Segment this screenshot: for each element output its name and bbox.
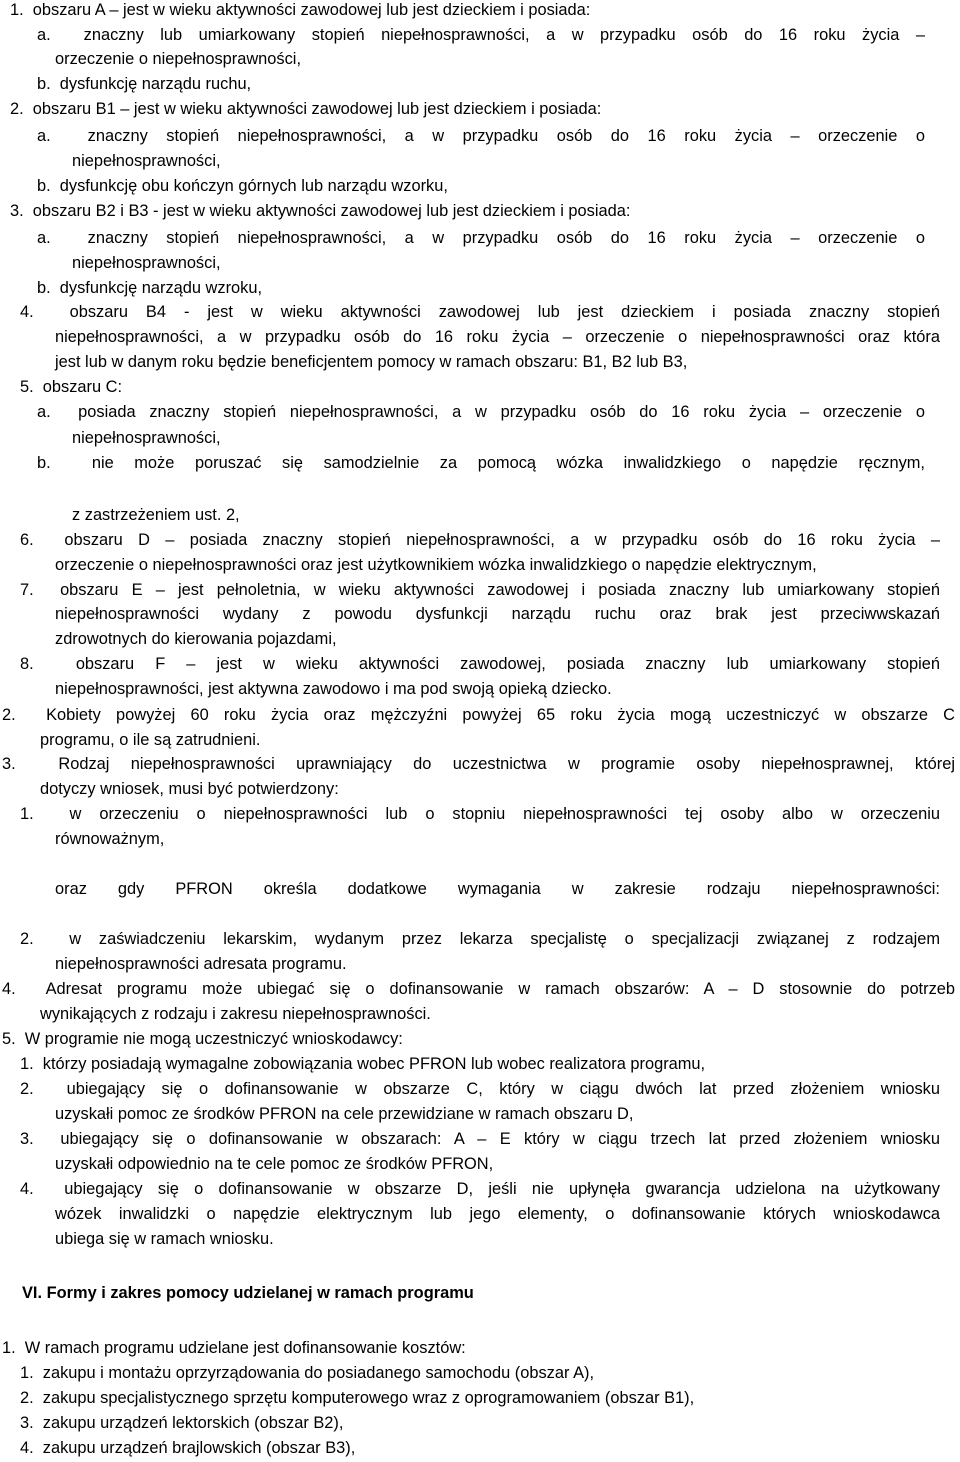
text-line: wózek inwalidzki o napędzie elektrycznym lub jego elementy, o dofinansowanie których wnioskodawca	[55, 1205, 940, 1223]
text-line: 2. ubiegający się o dofinansowanie w obszarze C, który w ciągu dwóch lat przed złożeniem wniosku	[20, 1080, 940, 1098]
text-line: 4. Adresat programu może ubiegać się o dofinansowanie w ramach obszarów: A – D stosownie do potrzeb	[2, 980, 955, 998]
text-line: a. znaczny stopień niepełnosprawności, a w przypadku osób do 16 roku życia – orzeczenie o	[37, 127, 925, 145]
text-line: orzeczenie o niepełnosprawności oraz jest użytkownikiem wózka inwalidzkiego o napędzie elektrycznym,	[55, 556, 817, 574]
text-line: 2. obszaru B1 – jest w wieku aktywności zawodowej lub jest dzieckiem i posiada:	[10, 100, 602, 118]
text-line: b. nie może poruszać się samodzielnie za pomocą wózka inwalidzkiego o napędzie ręcznym,	[37, 454, 925, 472]
text-line: 3. zakupu urządzeń lektorskich (obszar B2),	[20, 1414, 344, 1432]
text-line: oraz gdy PFRON określa dodatkowe wymagania w zakresie rodzaju niepełnosprawności:	[55, 880, 940, 898]
text-line: niepełnosprawności adresata programu.	[55, 955, 347, 973]
text-line: b. dysfunkcję narządu ruchu,	[37, 75, 252, 93]
text-line: a. posiada znaczny stopień niepełnosprawności, a w przypadku osób do 16 roku życia – orzeczenie o	[37, 403, 925, 421]
text-line: programu, o ile są zatrudnieni.	[40, 731, 261, 749]
text-line: b. dysfunkcję obu kończyn górnych lub narządu wzorku,	[37, 177, 448, 195]
text-line: 1. zakupu i montażu oprzyrządowania do posiadanego samochodu (obszar A),	[20, 1364, 595, 1382]
text-line: 6. obszaru D – posiada znaczny stopień niepełnosprawności, a w przypadku osób do 16 roku życia –	[20, 531, 940, 549]
text-line: 7. obszaru E – jest pełnoletnia, w wieku aktywności zawodowej i posiada znaczny lub umiarkowany stopień	[20, 581, 940, 599]
text-line: 3. ubiegający się o dofinansowanie w obszarach: A – E który w ciągu trzech lat przed złożeniem wniosku	[20, 1130, 940, 1148]
text-line: 1. w orzeczeniu o niepełnosprawności lub o stopniu niepełnosprawności tej osoby albo w orzeczeniu	[20, 805, 940, 823]
section-heading: VI. Formy i zakres pomocy udzielanej w ramach programu	[22, 1284, 474, 1302]
text-line: 2. w zaświadczeniu lekarskim, wydanym przez lekarza specjalistę o specjalizacji związanej z rodzajem	[20, 930, 940, 948]
text-line: niepełnosprawności, a w przypadku osób do 16 roku życia – orzeczenie o niepełnosprawności oraz która	[55, 328, 940, 346]
text-line: 3. obszaru B2 i B3 - jest w wieku aktywności zawodowej lub jest dzieckiem i posiada:	[10, 202, 631, 220]
text-line: ubiega się w ramach wniosku.	[55, 1230, 274, 1248]
text-line: 4. obszaru B4 - jest w wieku aktywności zawodowej lub jest dzieckiem i posiada znaczny stopień	[20, 303, 940, 321]
text-line: 2. Kobiety powyżej 60 roku życia oraz mężczyźni powyżej 65 roku życia mogą uczestniczyć w obszarze C	[2, 706, 955, 724]
text-line: 1. W ramach programu udzielane jest dofinansowanie kosztów:	[2, 1339, 466, 1357]
text-line: z zastrzeżeniem ust. 2,	[72, 506, 240, 524]
text-line: 5. W programie nie mogą uczestniczyć wnioskodawcy:	[2, 1030, 403, 1048]
text-line: zdrowotnych do kierowania pojazdami,	[55, 630, 337, 648]
text-line: niepełnosprawności,	[72, 254, 221, 272]
text-line: uzyskałi odpowiednio na te cele pomoc ze środków PFRON,	[55, 1155, 494, 1173]
text-line: 4. zakupu urządzeń brajlowskich (obszar B3),	[20, 1439, 356, 1457]
text-line: niepełnosprawności,	[72, 152, 221, 170]
text-line: dotyczy wniosek, musi być potwierdzony:	[40, 780, 339, 798]
text-line: 1. obszaru A – jest w wieku aktywności zawodowej lub jest dzieckiem i posiada:	[10, 1, 591, 19]
text-line: niepełnosprawności,	[72, 429, 221, 447]
text-line: niepełnosprawności wydany z powodu dysfunkcji narządu ruchu oraz brak jest przeciwwskazań	[55, 605, 940, 623]
text-line: uzyskałi pomoc ze środków PFRON na cele przewidziane w ramach obszaru D,	[55, 1105, 634, 1123]
text-line: a. znaczny stopień niepełnosprawności, a w przypadku osób do 16 roku życia – orzeczenie o	[37, 229, 925, 247]
text-line: wynikających z rodzaju i zakresu niepełnosprawności.	[40, 1005, 431, 1023]
text-line: jest lub w danym roku będzie beneficjentem pomocy w ramach obszaru: B1, B2 lub B3,	[55, 353, 688, 371]
text-line: orzeczenie o niepełnosprawności,	[55, 50, 302, 68]
text-line: a. znaczny lub umiarkowany stopień niepełnosprawności, a w przypadku osób do 16 roku życia –	[37, 26, 925, 44]
text-line: równoważnym,	[55, 830, 165, 848]
text-line: niepełnosprawności, jest aktywna zawodowo i ma pod swoją opieką dziecko.	[55, 680, 612, 698]
text-line: 2. zakupu specjalistycznego sprzętu komputerowego wraz z oprogramowaniem (obszar B1),	[20, 1389, 695, 1407]
text-line: 5. obszaru C:	[20, 378, 123, 396]
text-line: b. dysfunkcję narządu wzroku,	[37, 279, 263, 297]
text-line: 8. obszaru F – jest w wieku aktywności zawodowej, posiada znaczny lub umiarkowany stopień	[20, 655, 940, 673]
text-line: 1. którzy posiadają wymagalne zobowiązania wobec PFRON lub wobec realizatora programu,	[20, 1055, 706, 1073]
text-line: 3. Rodzaj niepełnosprawności uprawniający do uczestnictwa w programie osoby niepełnosprawnej, której	[2, 755, 955, 773]
text-line: 4. ubiegający się o dofinansowanie w obszarze D, jeśli nie upłynęła gwarancja udzielona na użytkowany	[20, 1180, 940, 1198]
